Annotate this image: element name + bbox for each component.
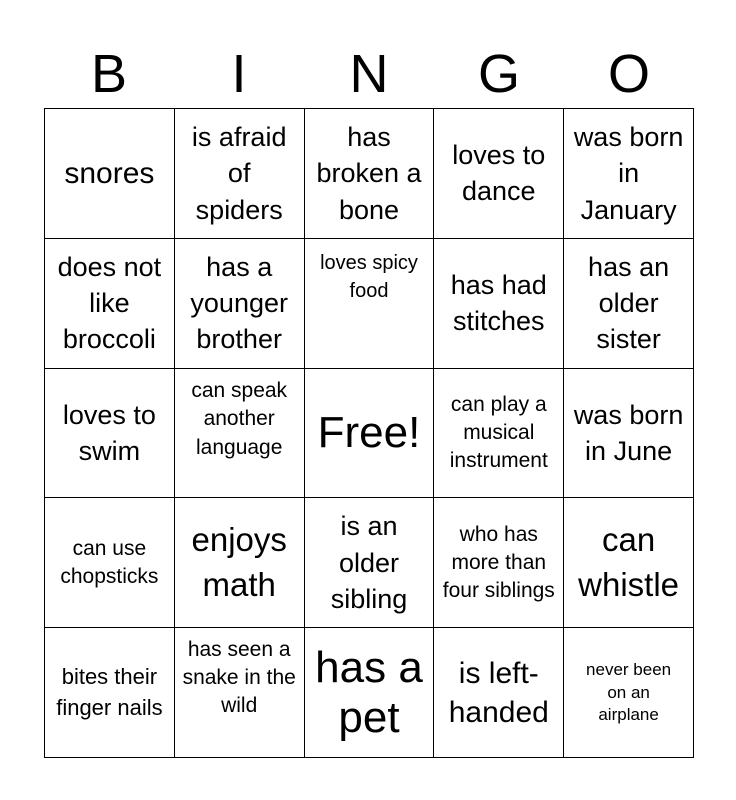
bingo-cell-r5c4[interactable]: is left-handed [434,628,564,758]
bingo-board [44,108,694,758]
bingo-cell-r4c4[interactable]: who has more than four siblings [434,498,564,628]
bingo-cell-r2c3[interactable]: loves spicy food [305,239,435,369]
bingo-cell-r3c2[interactable]: can speak another language [175,369,305,499]
bingo-header [44,40,694,108]
bingo-cell-r2c1[interactable]: does not like broccoli [45,239,175,369]
header-letter-b: B [90,44,128,104]
bingo-cell-free[interactable]: Free! [305,369,435,499]
bingo-cell-r1c3[interactable]: has broken a bone [305,109,435,239]
header-letter-i: I [231,44,247,104]
bingo-cell-r1c5[interactable]: was born in January [564,109,694,239]
bingo-cell-r4c2[interactable]: enjoys math [175,498,305,628]
bingo-cell-r3c4[interactable]: can play a musical instrument [434,369,564,499]
bingo-cell-r1c4[interactable]: loves to dance [434,109,564,239]
bingo-cell-r4c1[interactable]: can use chopsticks [45,498,175,628]
bingo-cell-r3c5[interactable]: was born in June [564,369,694,499]
bingo-cell-r5c2[interactable]: has seen a snake in the wild [175,628,305,758]
bingo-cell-r4c5[interactable]: can whistle [564,498,694,628]
bingo-cell-r5c1[interactable]: bites their finger nails [45,628,175,758]
bingo-cell-r4c3[interactable]: is an older sibling [305,498,435,628]
bingo-cell-r1c1[interactable]: snores [45,109,175,239]
bingo-cell-r5c5[interactable]: never been on an airplane [564,628,694,758]
bingo-cell-r2c2[interactable]: has a younger brother [175,239,305,369]
bingo-cell-r2c4[interactable]: has had stitches [434,239,564,369]
bingo-cell-r3c1[interactable]: loves to swim [45,369,175,499]
header-letter-g: G [477,44,520,104]
bingo-cell-r1c2[interactable]: is afraid of spiders [175,109,305,239]
header-letter-o: O [607,44,650,104]
header-letter-n: N [349,44,389,104]
bingo-cell-r2c5[interactable]: has an older sister [564,239,694,369]
bingo-cell-r5c3[interactable]: has a pet [305,628,435,758]
